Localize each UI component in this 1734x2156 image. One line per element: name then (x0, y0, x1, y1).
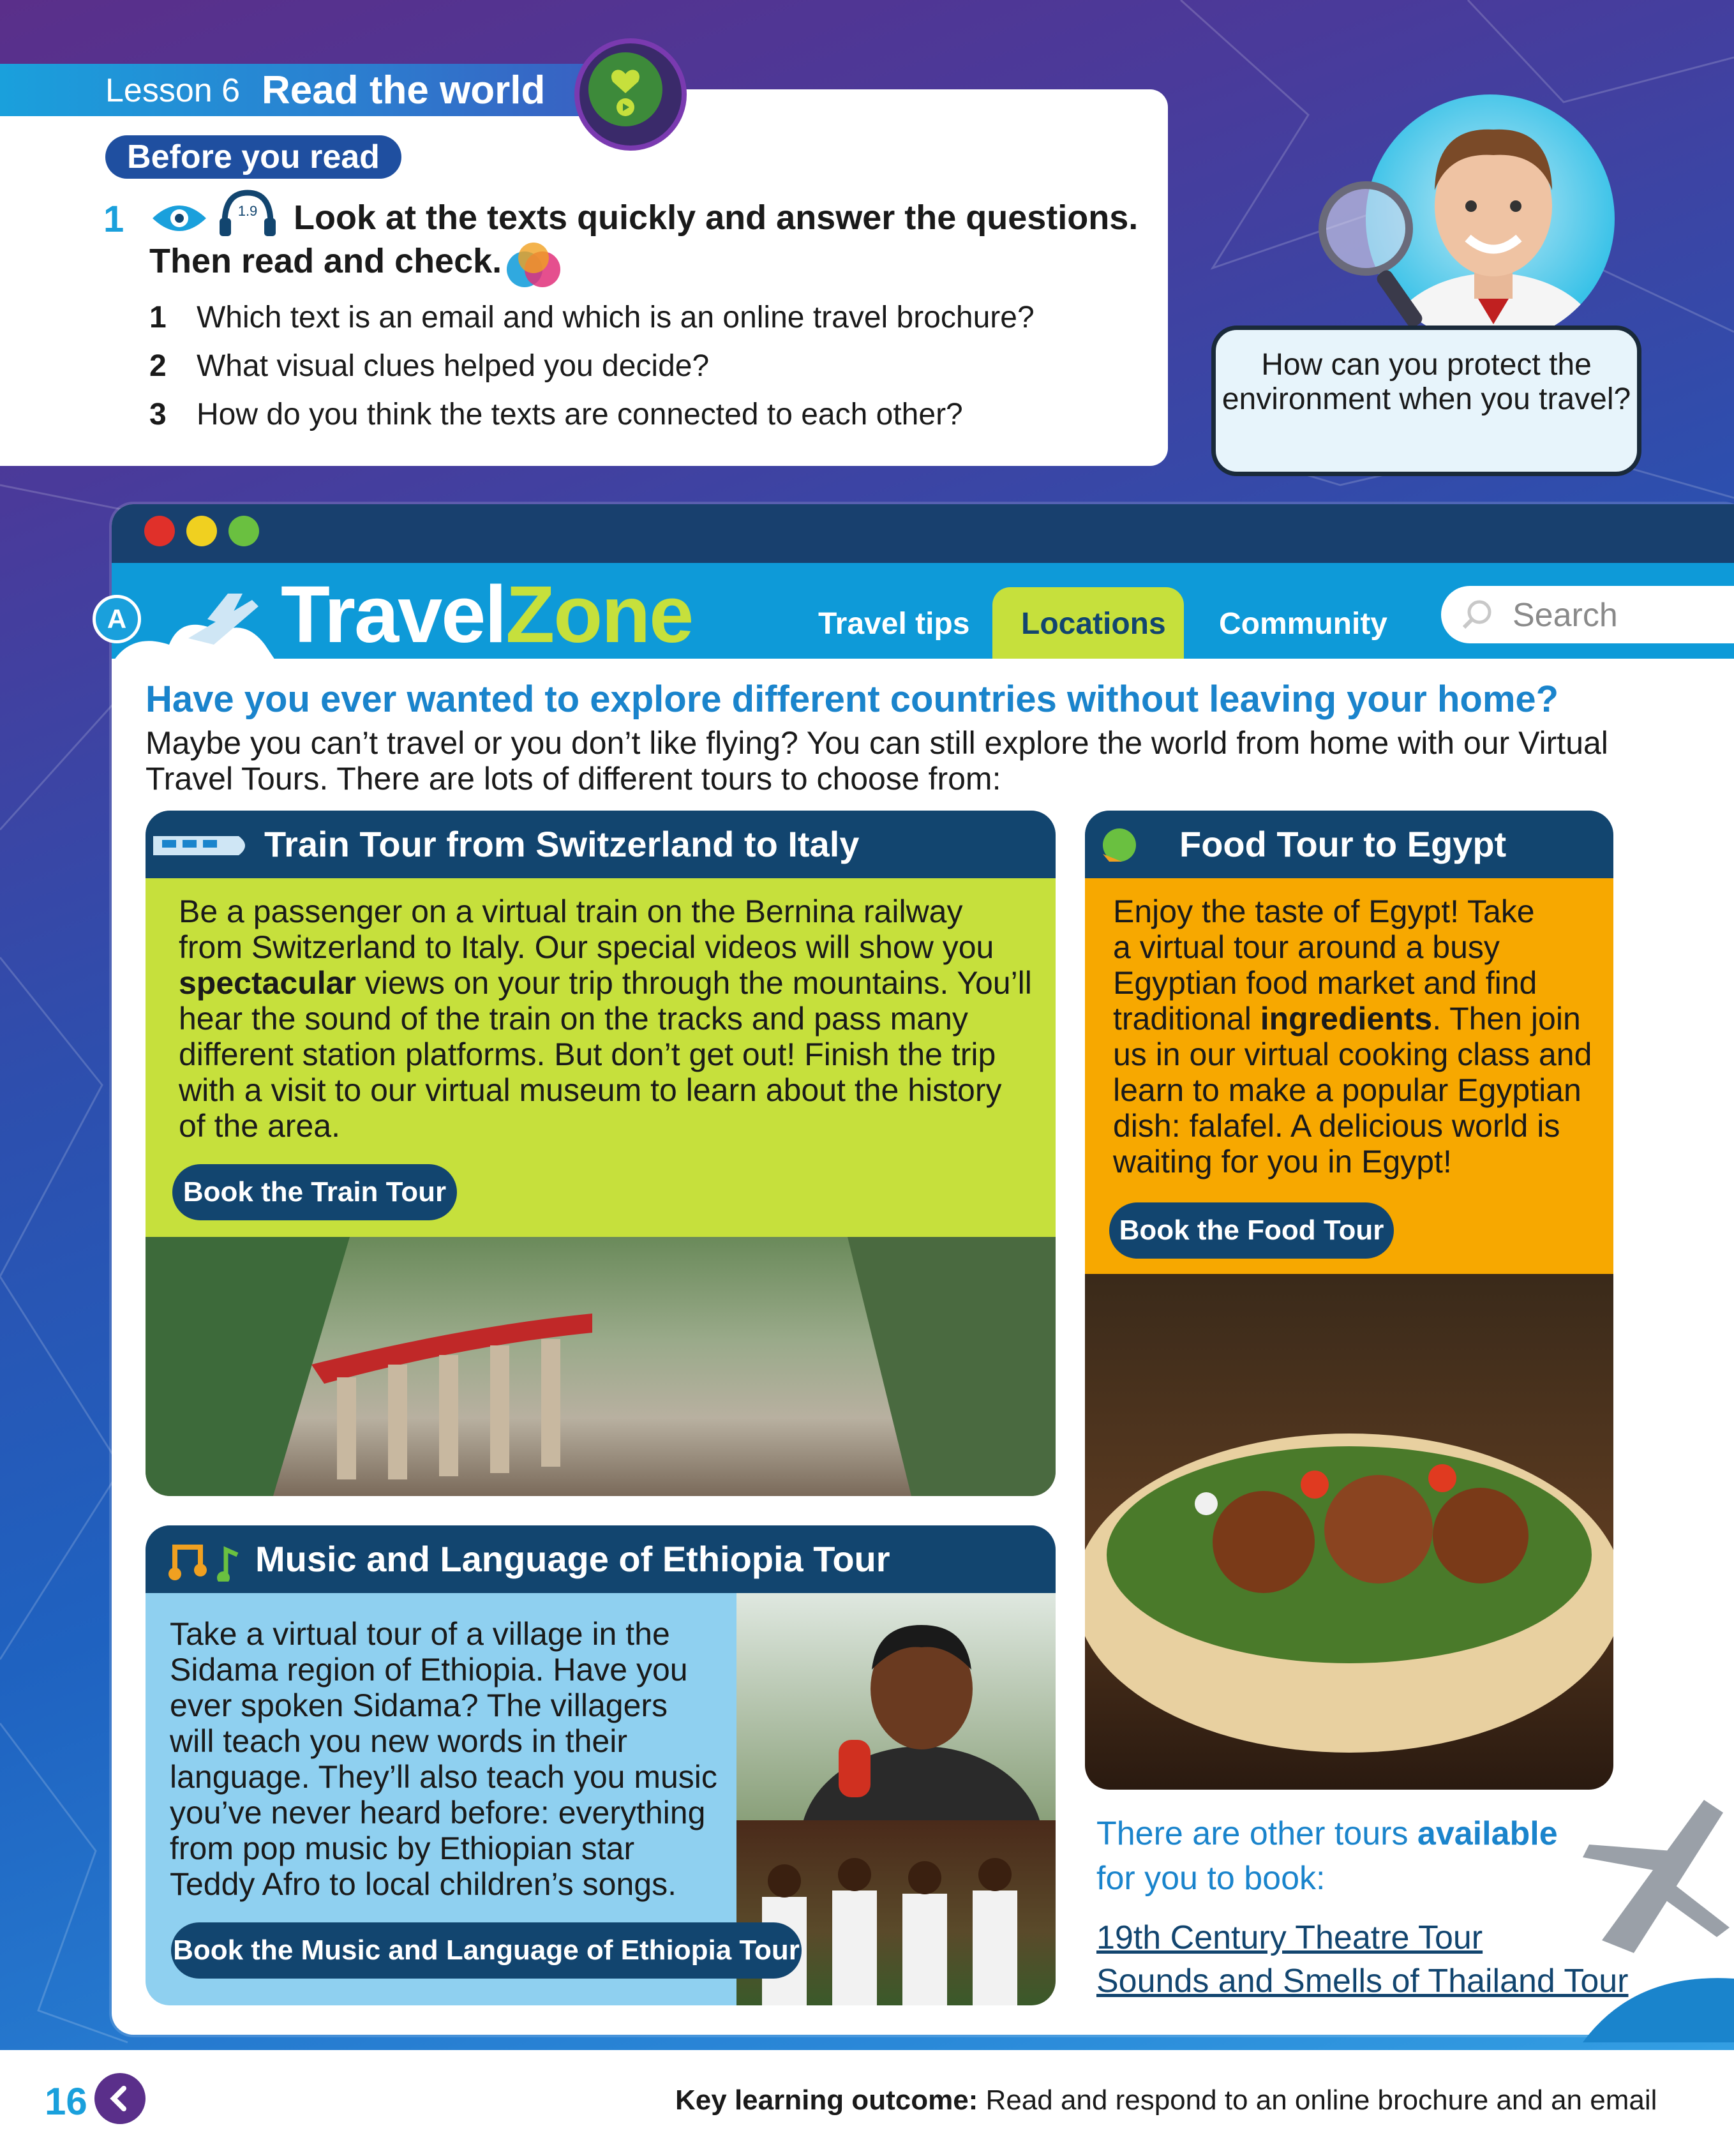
ethiopian-children-photo (736, 1820, 1056, 2005)
eye-icon (150, 199, 209, 237)
food-tour-title: Food Tour to Egypt (1179, 824, 1507, 864)
browser-titlebar (112, 504, 1734, 568)
music-tour-text: Take a virtual tour of a village in the Sidama region of Ethiopia. Have you ever spoken Sidama? The villagers will teach you new words in their language. They’ll also teach you music you’ve never heard before: everything from pop music by Ethiopian star Teddy Afro to local children’s songs. (170, 1616, 717, 1902)
values-icon (574, 38, 687, 151)
question-item: 1 Which text is an email and which is an online travel brochure? (149, 301, 1035, 334)
audio-track-number: 1.9 (237, 203, 258, 219)
headphones-icon[interactable] (216, 188, 280, 239)
page-heading: Have you ever wanted to explore different countries without leaving your home? (146, 678, 1559, 720)
book-food-tour-button[interactable]: Book the Food Tour (1109, 1202, 1394, 1259)
exercise-instruction-2: Then read and check. (149, 242, 502, 280)
before-you-read-label: Before you read (105, 135, 401, 179)
exercise-instruction: Look at the texts quickly and answer the questions. (294, 198, 1139, 237)
question-item: 2 What visual clues helped you decide? (149, 349, 710, 383)
search-icon (1461, 598, 1493, 630)
thinking-skills-icon (503, 241, 564, 291)
blue-wave-decoration (1583, 1959, 1734, 2042)
search-placeholder: Search (1513, 597, 1618, 634)
train-photo (146, 1237, 1056, 1496)
page-number: 16 (45, 2080, 87, 2123)
learning-outcome: Key learning outcome: Read and respond to an online brochure and an email (675, 2085, 1657, 2116)
back-arrow-button[interactable] (94, 2073, 146, 2124)
theatre-tour-link[interactable]: 19th Century Theatre Tour (1096, 1919, 1483, 1956)
speech-bubble (1211, 326, 1641, 476)
train-tour-title: Train Tour from Switzerland to Italy (264, 824, 860, 864)
airplane-icon (1576, 1774, 1734, 1966)
food-tour-text: Enjoy the taste of Egypt! Take a virtual tour around a busy Egyptian food market and find traditional ingredients. Then join us in our virtual cooking class and learn to make a popular Egyptian dish: falafel. A delicious world is waiting for you in Egypt! (1113, 894, 1592, 1179)
chevron-left-icon (94, 2073, 146, 2124)
train-tour-text: Be a passenger on a virtual train on the Bernina railway from Switzerland to Italy. Our special videos will show you spectacular views on your trip through the mountains. You’ll hear the sound of the train on the tracks and pass many different station platforms. But don’t get out! Finish the trip with a visit to our virtual museum to learn about the history of the area. (179, 894, 1032, 1144)
window-close-dot[interactable] (144, 516, 175, 546)
book-music-tour-button[interactable]: Book the Music and Language of Ethiopia Tour (171, 1922, 802, 1979)
food-icon (1096, 826, 1141, 864)
nav-tab-locations[interactable]: Locations (1021, 607, 1166, 641)
music-notes-icon (168, 1541, 245, 1582)
exercise-number: 1 (103, 198, 124, 240)
food-tour-header (1085, 811, 1613, 878)
train-icon (149, 830, 251, 862)
falafel-photo (1085, 1274, 1613, 1790)
magnifying-glass-icon (1315, 177, 1442, 343)
window-maximize-dot[interactable] (228, 516, 259, 546)
music-tour-title: Music and Language of Ethiopia Tour (255, 1539, 890, 1579)
lesson-title: Read the world (262, 68, 546, 112)
site-logo[interactable]: TravelZone (281, 569, 693, 659)
teddy-afro-photo (736, 1593, 1056, 1820)
other-tours-text: There are other tours available for you to book: (1096, 1815, 1558, 1897)
speech-bubble-text: How can you protect the environment when you travel? (1222, 348, 1631, 416)
nav-tab-travel-tips[interactable]: Travel tips (818, 607, 970, 641)
music-tour-header (146, 1525, 1056, 1593)
window-minimize-dot[interactable] (186, 516, 217, 546)
question-item: 3 How do you think the texts are connected to each other? (149, 398, 963, 431)
thailand-tour-link[interactable]: Sounds and Smells of Thailand Tour (1096, 1963, 1629, 2000)
text-label-a: A (93, 595, 141, 643)
book-train-tour-button[interactable]: Book the Train Tour (172, 1164, 457, 1220)
lesson-number: Lesson 6 (105, 72, 241, 109)
nav-tab-community[interactable]: Community (1219, 607, 1387, 641)
train-tour-header (146, 811, 1056, 878)
intro-paragraph: Maybe you can’t travel or you don’t like flying? You can still explore the world from home with our Virtual Travel Tours. There are lots of different tours to choose from: (146, 725, 1608, 797)
